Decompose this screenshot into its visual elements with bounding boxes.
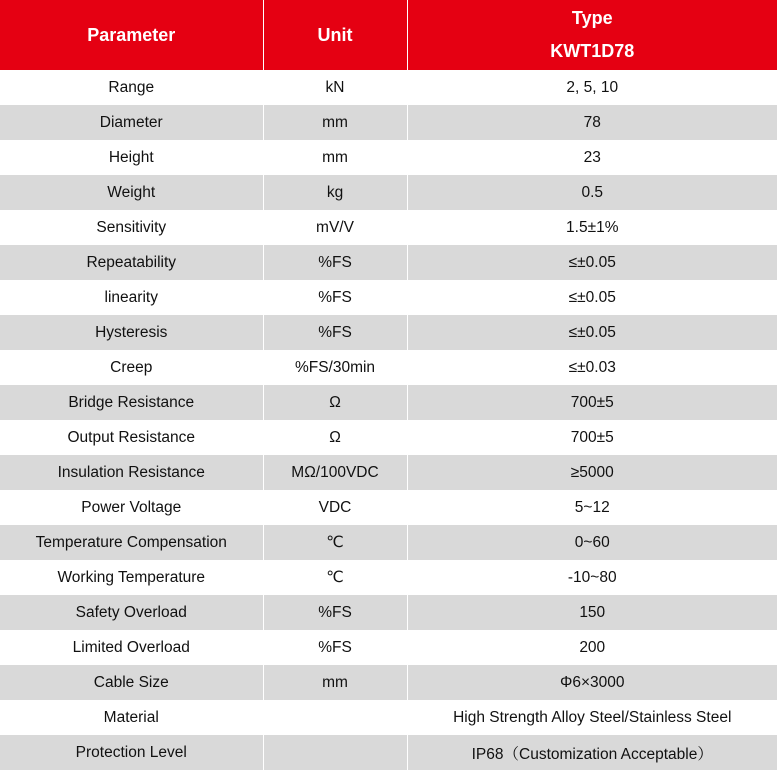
cell-unit: %FS: [263, 245, 407, 280]
cell-unit: ℃: [263, 560, 407, 595]
table-row: [0, 595, 777, 630]
cell-unit: %FS: [263, 595, 407, 630]
table-row: [0, 105, 777, 140]
cell-parameter: Sensitivity: [0, 210, 263, 245]
cell-parameter: Safety Overload: [0, 595, 263, 630]
cell-value: ≥5000: [407, 455, 777, 490]
header-type-model: KWT1D78: [408, 35, 777, 68]
cell-value: 23: [407, 140, 777, 175]
cell-parameter: Weight: [0, 175, 263, 210]
cell-unit: [263, 735, 407, 770]
table-row: [0, 280, 777, 315]
cell-value: Φ6×3000: [407, 665, 777, 700]
table-row: [0, 490, 777, 525]
cell-value: 1.5±1%: [407, 210, 777, 245]
cell-value: -10~80: [407, 560, 777, 595]
cell-parameter: Cable Size: [0, 665, 263, 700]
cell-parameter: Temperature Compensation: [0, 525, 263, 560]
cell-unit: Ω: [263, 420, 407, 455]
cell-unit: %FS: [263, 630, 407, 665]
table-row: [0, 735, 777, 770]
cell-value: 700±5: [407, 385, 777, 420]
table-row: [0, 455, 777, 490]
cell-parameter: Hysteresis: [0, 315, 263, 350]
cell-parameter: Range: [0, 70, 263, 105]
cell-parameter: Protection Level: [0, 735, 263, 770]
table-row: [0, 420, 777, 455]
table-row: [0, 140, 777, 175]
cell-value: High Strength Alloy Steel/Stainless Steel: [407, 700, 777, 735]
cell-value: 700±5: [407, 420, 777, 455]
cell-parameter: Limited Overload: [0, 630, 263, 665]
table-row: [0, 315, 777, 350]
cell-parameter: Bridge Resistance: [0, 385, 263, 420]
cell-unit: mm: [263, 665, 407, 700]
cell-value: 0~60: [407, 525, 777, 560]
table-row: [0, 665, 777, 700]
header-type: [407, 0, 777, 70]
cell-value: 2, 5, 10: [407, 70, 777, 105]
table-row: [0, 525, 777, 560]
cell-parameter: Diameter: [0, 105, 263, 140]
cell-unit: %FS/30min: [263, 350, 407, 385]
cell-parameter: Power Voltage: [0, 490, 263, 525]
cell-unit: [263, 700, 407, 735]
cell-unit: %FS: [263, 315, 407, 350]
cell-parameter: linearity: [0, 280, 263, 315]
table-row: [0, 700, 777, 735]
cell-unit: ℃: [263, 525, 407, 560]
cell-value: 78: [407, 105, 777, 140]
table-row: [0, 175, 777, 210]
table-header: [0, 0, 777, 70]
table-row: [0, 630, 777, 665]
cell-parameter: Working Temperature: [0, 560, 263, 595]
header-unit: Unit: [263, 0, 407, 70]
header-row: [0, 0, 777, 70]
table-row: [0, 210, 777, 245]
cell-unit: mm: [263, 140, 407, 175]
cell-value: 150: [407, 595, 777, 630]
cell-unit: VDC: [263, 490, 407, 525]
cell-value: 0.5: [407, 175, 777, 210]
cell-unit: Ω: [263, 385, 407, 420]
header-type-label: Type: [408, 2, 777, 35]
cell-parameter: Creep: [0, 350, 263, 385]
cell-value: ≤±0.03: [407, 350, 777, 385]
cell-unit: kg: [263, 175, 407, 210]
cell-value: ≤±0.05: [407, 245, 777, 280]
cell-unit: %FS: [263, 280, 407, 315]
cell-value: 200: [407, 630, 777, 665]
cell-value: 5~12: [407, 490, 777, 525]
table-row: [0, 385, 777, 420]
cell-parameter: Insulation Resistance: [0, 455, 263, 490]
cell-value: ≤±0.05: [407, 315, 777, 350]
table-row: [0, 245, 777, 280]
table-row: [0, 350, 777, 385]
cell-unit: MΩ/100VDC: [263, 455, 407, 490]
table-row: [0, 560, 777, 595]
cell-unit: mm: [263, 105, 407, 140]
cell-parameter: Material: [0, 700, 263, 735]
cell-parameter: Output Resistance: [0, 420, 263, 455]
table-body: [0, 70, 777, 770]
cell-parameter: Height: [0, 140, 263, 175]
table-row: [0, 70, 777, 105]
cell-unit: kN: [263, 70, 407, 105]
cell-value: IP68（Customization Acceptable）: [407, 735, 777, 770]
header-parameter: Parameter: [0, 0, 263, 70]
cell-unit: mV/V: [263, 210, 407, 245]
cell-value: ≤±0.05: [407, 280, 777, 315]
cell-parameter: Repeatability: [0, 245, 263, 280]
